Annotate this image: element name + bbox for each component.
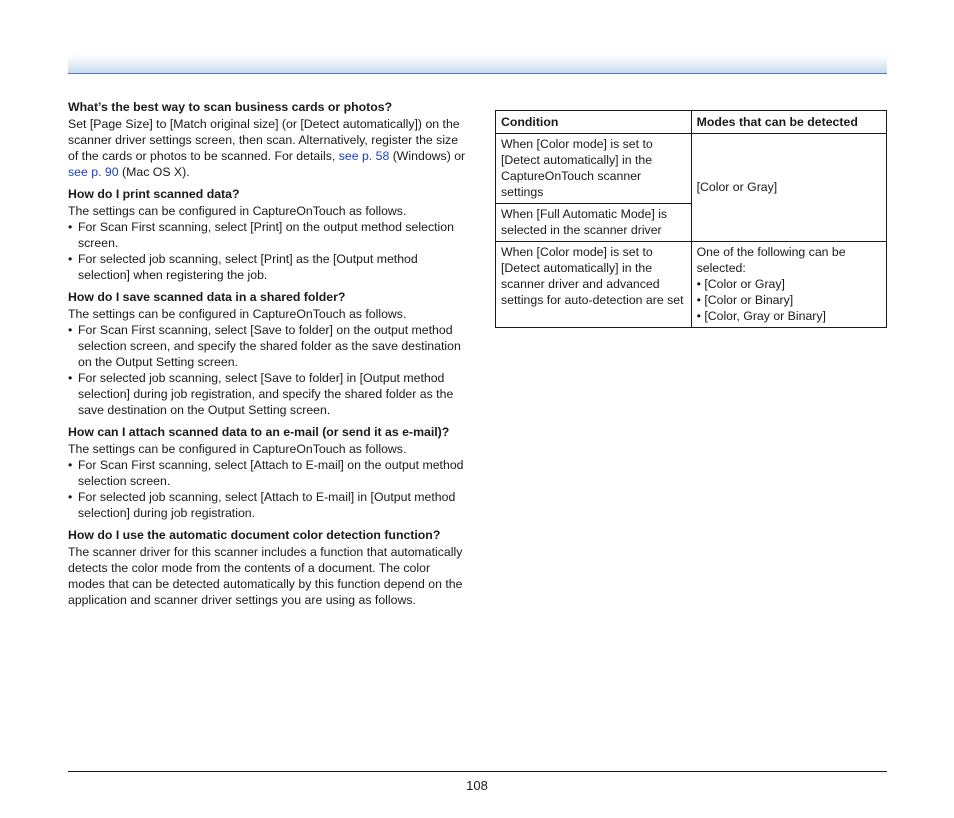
faq-answer: The settings can be configured in CaptureOnTouch as follows.: [68, 204, 407, 218]
bullet-list: [68, 457, 468, 521]
bullet-item: • For selected job scanning, select [Save to folder] in [Output method selection] during job registration, and specify the shared folder as the save destination on the Output Setting screen.: [68, 371, 454, 417]
faq-question: What’s the best way to scan business cards or photos?: [68, 100, 393, 114]
faq-item: [68, 527, 468, 608]
see-page-90-link[interactable]: see p. 90: [68, 165, 119, 179]
column-header-modes: Modes that can be detected: [691, 111, 886, 134]
faq-question: How can I attach scanned data to an e-mail (or send it as e-mail)?: [68, 425, 450, 439]
table-header-row: [496, 111, 887, 134]
table-row: [496, 134, 887, 204]
mode-item: • [Color, Gray or Binary]: [696, 309, 826, 323]
faq-answer: The scanner driver for this scanner includes a function that automatically detects the color mode from the contents of a document. The color modes that can be detected automatically by this function depend on the application and scanner driver settings you are using as follows.: [68, 545, 463, 607]
faq-column: [68, 99, 468, 614]
modes-cell: [Color or Gray]: [691, 134, 886, 242]
page-number: 108: [466, 778, 488, 793]
faq-question: How do I use the automatic document color detection function?: [68, 528, 441, 542]
modes-intro: One of the following can be selected:: [696, 245, 846, 275]
bullet-item: • For Scan First scanning, select [Attach to E-mail] on the output method selection screen.: [68, 458, 464, 488]
table-row: [496, 242, 887, 328]
bullet-item: • For selected job scanning, select [Attach to E-mail] in [Output method selection] during job registration.: [68, 490, 456, 520]
mode-item: • [Color or Binary]: [696, 293, 794, 307]
faq-item: [68, 99, 468, 180]
faq-question: How do I print scanned data?: [68, 187, 240, 201]
faq-item: [68, 289, 468, 418]
faq-answer: The settings can be configured in CaptureOnTouch as follows.: [68, 442, 407, 456]
color-detection-table: [495, 110, 887, 328]
column-header-condition: Condition: [496, 111, 692, 134]
faq-item: [68, 424, 468, 521]
bullet-list: [68, 219, 468, 283]
faq-question: How do I save scanned data in a shared folder?: [68, 290, 346, 304]
condition-cell: When [Color mode] is set to [Detect automatically] in the CaptureOnTouch scanner settings: [496, 134, 692, 204]
bullet-list: [68, 322, 468, 418]
condition-cell: When [Color mode] is set to [Detect automatically] in the scanner driver and advanced settings for auto-detection are set: [496, 242, 692, 328]
bullet-item: • For selected job scanning, select [Print] as the [Output method selection] when registering the job.: [68, 252, 418, 282]
bullet-item: • For Scan First scanning, select [Print] on the output method selection screen.: [68, 220, 454, 250]
faq-item: [68, 186, 468, 283]
condition-cell: When [Full Automatic Mode] is selected in the scanner driver: [496, 204, 692, 242]
header-rule: [68, 54, 887, 74]
faq-answer: Set [Page Size] to [Match original size] (or [Detect automatically]) on the scanner driver settings screen, then scan. Alternatively, register the size of the cards or photos to be scanned. For details, see p. 58 (Windows) or see p. 90 (Mac OS X).: [68, 117, 466, 179]
bullet-item: • For Scan First scanning, select [Save to folder] on the output method selection screen, and specify the shared folder as the save destination on the Output Setting screen.: [68, 323, 461, 369]
modes-cell: [691, 242, 886, 328]
footer-rule: [68, 771, 887, 772]
faq-answer: The settings can be configured in CaptureOnTouch as follows.: [68, 307, 407, 321]
mode-item: • [Color or Gray]: [696, 277, 785, 291]
see-page-58-link[interactable]: see p. 58: [338, 149, 390, 163]
